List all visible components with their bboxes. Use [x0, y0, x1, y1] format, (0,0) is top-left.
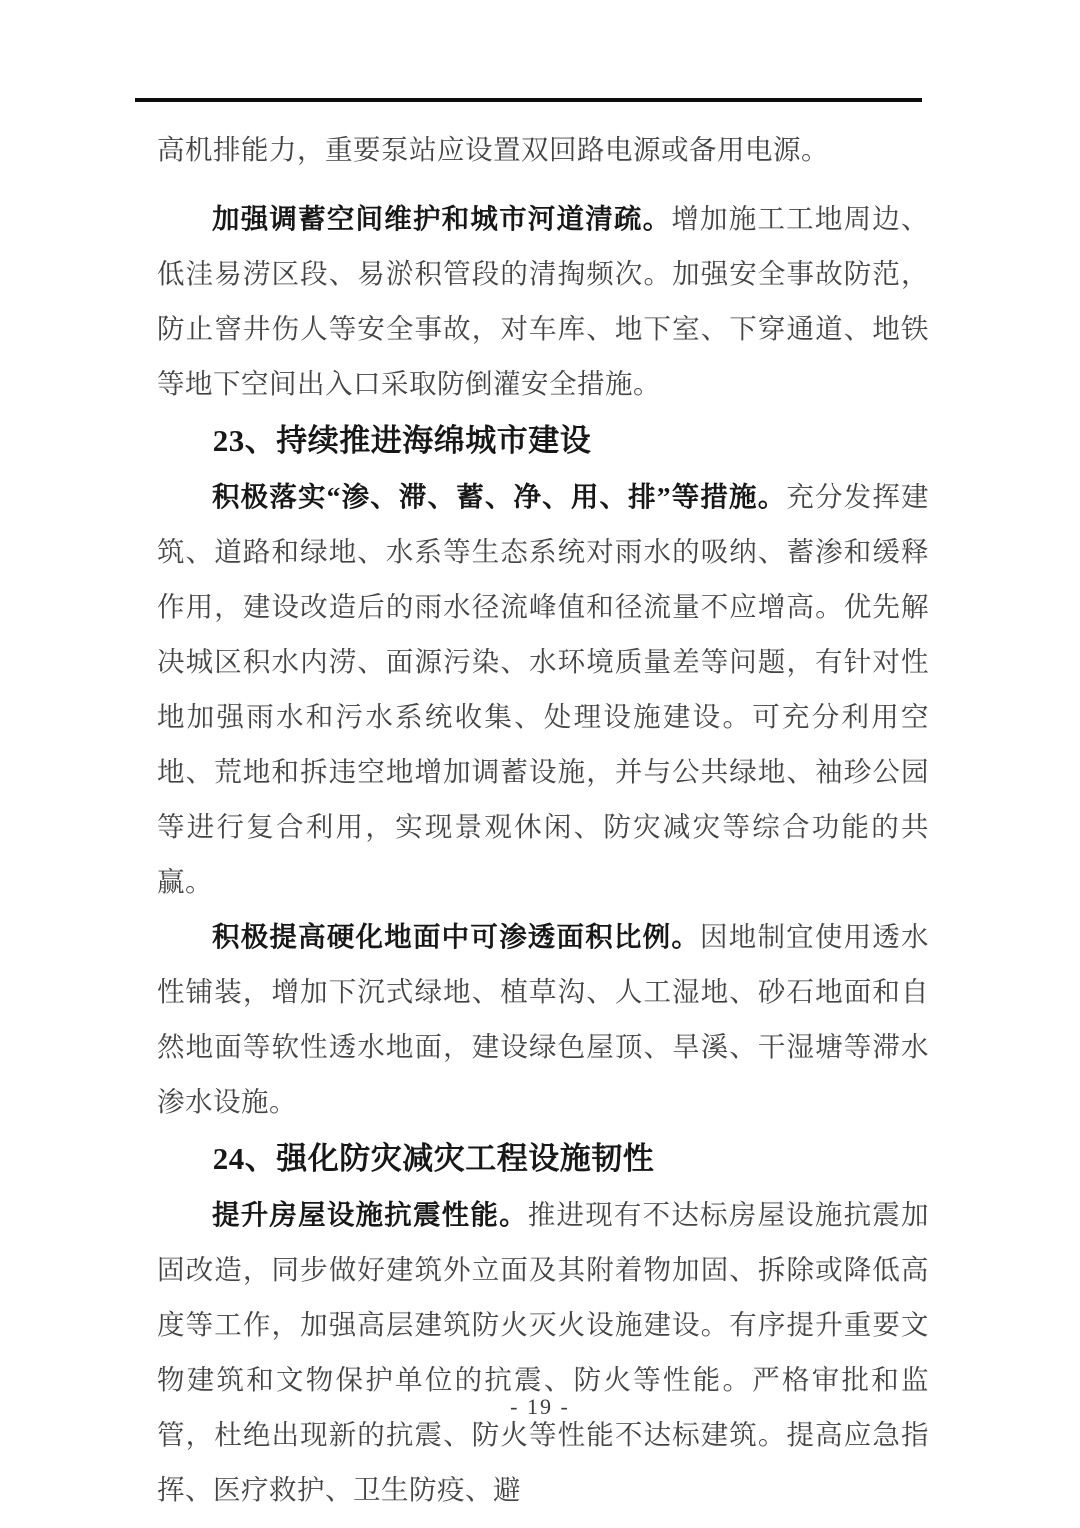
header-rule	[135, 98, 922, 102]
document-content	[157, 122, 929, 1517]
page-number: - 19 -	[510, 1394, 570, 1419]
section-heading-23: 23、持续推进海绵城市建设	[212, 423, 592, 458]
section-heading-24: 24、强化防灾减灾工程设施韧性	[212, 1141, 655, 1176]
paragraph	[157, 1187, 929, 1517]
paragraph-body-text: 增加施工工地周边、低洼易涝区段、易淤积管段的清掏频次。加强安全事故防范，防止窨井伤人等安全事故，对车库、地下室、下穿通道、地铁等地下空间出入口采取防倒灌安全措施。	[157, 203, 930, 399]
paragraph	[157, 191, 929, 411]
paragraph-lead-bold: 提升房屋设施抗震性能。	[212, 1199, 528, 1230]
paragraph-continuation: 高机排能力，重要泵站应设置双回路电源或备用电源。	[157, 134, 829, 165]
paragraph	[157, 909, 929, 1129]
paragraph-lead-bold: 加强调蓄空间维护和城市河道清疏。	[212, 203, 672, 234]
paragraph	[157, 469, 929, 909]
paragraph-body-text: 因地制宜使用透水性铺装，增加下沉式绿地、植草沟、人工湿地、砂石地面和自然地面等软性透水地面，建设绿色屋顶、旱溪、干湿塘等滞水渗水设施。	[157, 921, 930, 1117]
paragraph-lead-bold: 积极落实“渗、滞、蓄、净、用、排”等措施。	[212, 481, 787, 512]
paragraph-body-text: 充分发挥建筑、道路和绿地、水系等生态系统对雨水的吸纳、蓄渗和缓释作用，建设改造后的雨水径流峰值和径流量不应增高。优先解决城区积水内涝、面源污染、水环境质量差等问题，有针对性地加强雨水和污水系统收集、处理设施建设。可充分利用空地、荒地和拆违空地增加调蓄设施，并与公共绿地、袖珍公园等进行复合利用，实现景观休闲、防灾减灾等综合功能的共赢。	[157, 481, 929, 897]
paragraph-lead-bold: 积极提高硬化地面中可渗透面积比例。	[212, 921, 701, 952]
paragraph-body-text: 推进现有不达标房屋设施抗震加固改造，同步做好建筑外立面及其附着物加固、拆除或降低高度等工作，加强高层建筑防火灭火设施建设。有序提升重要文物建筑和文物保护单位的抗震、防火等性能。严格审批和监管，杜绝出现新的抗震、防火等性能不达标建筑。提高应急指挥、医疗救护、卫生防疫、避	[157, 1199, 930, 1505]
